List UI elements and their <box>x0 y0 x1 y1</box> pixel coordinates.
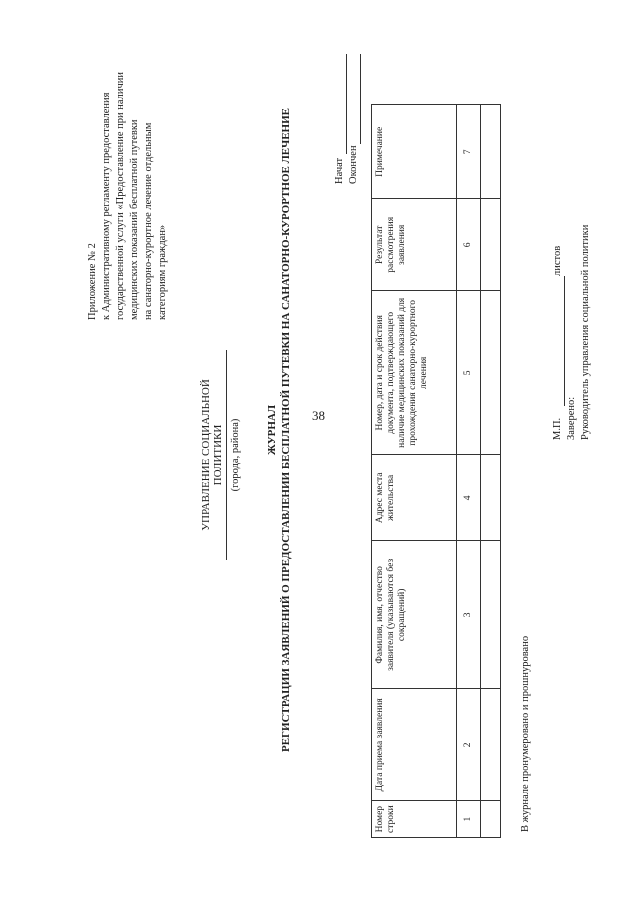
sheets-blank-line <box>564 276 565 406</box>
table-header-row <box>372 105 457 838</box>
table-cell <box>481 455 501 541</box>
appendix-line: к Административному регламенту предоставления <box>101 92 112 320</box>
header-cell-address: Адрес места жительства <box>372 455 457 541</box>
end-blank-line <box>360 54 361 144</box>
table-cell <box>481 541 501 689</box>
table-cell: 4 <box>457 455 481 541</box>
page-number: 38 <box>312 408 325 423</box>
table-cell: 6 <box>457 199 481 291</box>
header-cell-full-name: Фамилия, имя, отчество заявителя (указываются без сокращений) <box>372 541 457 689</box>
rotated-content <box>40 20 600 880</box>
header-cell-date: Дата приема заявления <box>372 689 457 801</box>
signatory-title: Руководитель управления социальной политики <box>580 224 591 440</box>
table-cell <box>481 105 501 199</box>
header-cell-result: Результат рассмотрения заявления <box>372 199 457 291</box>
numbered-note: В журнале пронумеровано и прошнуровано <box>520 635 531 832</box>
journal-heading <box>265 80 293 780</box>
table-cell: 1 <box>457 801 481 838</box>
table-cell <box>481 689 501 801</box>
table-cell: 7 <box>457 105 481 199</box>
appendix-block <box>86 20 170 320</box>
journal-subtitle: РЕГИСТРАЦИИ ЗАЯВЛЕНИЙ О ПРЕДОСТАВЛЕНИИ БЕСПЛАТНОЙ ПУТЕВКИ НА САНАТОРНО-КУРОРТНОЕ ЛЕЧЕНИЕ <box>280 108 292 752</box>
appendix-line: категориям граждан» <box>157 224 168 320</box>
sheets-label: листов <box>552 245 563 276</box>
table-cell: 2 <box>457 689 481 801</box>
header-cell-note: Примечание <box>372 105 457 199</box>
table-number-row <box>457 105 481 838</box>
table-cell <box>481 199 501 291</box>
appendix-line: государственной услуги «Предоставление при наличии <box>115 71 126 320</box>
end-label: Окончен <box>348 145 359 184</box>
city-blank-line <box>226 350 227 560</box>
journal-title: ЖУРНАЛ <box>266 404 278 456</box>
city-hint: (города, района) <box>230 418 241 492</box>
header-cell-row-number: Номер строки <box>372 801 457 838</box>
department-name: УПРАВЛЕНИЕ СОЦИАЛЬНОЙ ПОЛИТИКИ <box>200 350 227 560</box>
journal-table <box>371 104 501 838</box>
table-cell <box>481 291 501 455</box>
table-cell: 5 <box>457 291 481 455</box>
table-cell <box>481 801 501 838</box>
appendix-line: на санаторно-курортное лечение отдельным <box>143 122 154 320</box>
stamp-label: М.П. <box>552 417 563 440</box>
start-label: Начат <box>334 157 345 184</box>
appendix-line: медицинских показаний бесплатной путевки <box>129 119 140 320</box>
start-blank-line <box>346 54 347 154</box>
appendix-line: Приложение № 2 <box>87 243 98 320</box>
table-row <box>481 105 501 838</box>
certified-label: Заверено: <box>566 396 577 440</box>
header-cell-document: Номер, дата и срок действия документа, подтверждающего наличие медицинских показаний для прохождения санаторно-курортного лечения <box>372 291 457 455</box>
table-cell: 3 <box>457 541 481 689</box>
